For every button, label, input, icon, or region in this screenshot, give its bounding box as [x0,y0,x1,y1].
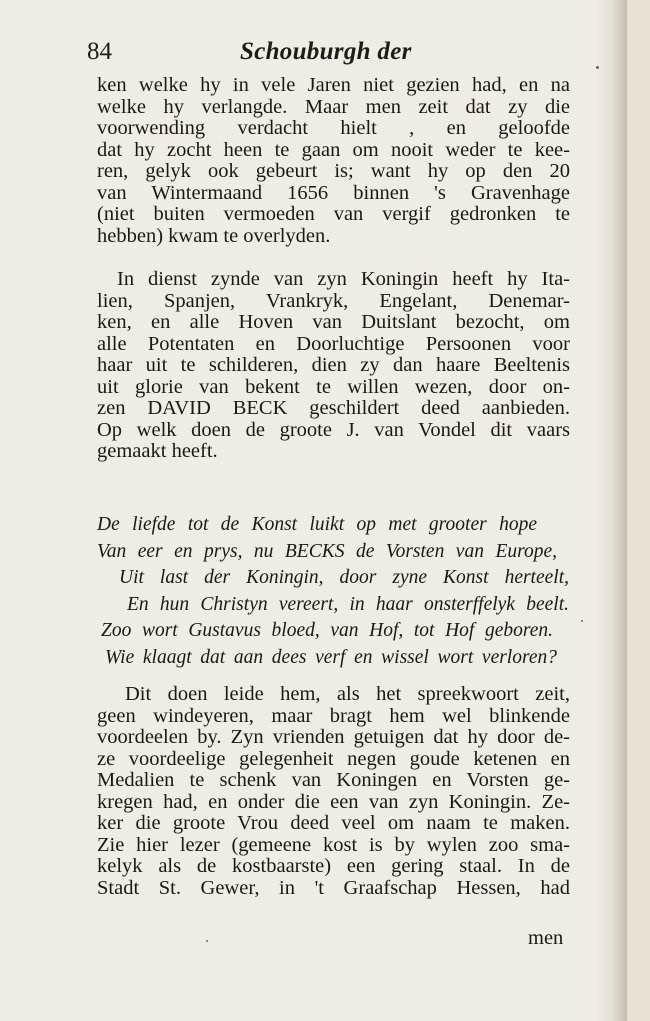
gutter-shadow [596,0,626,1021]
catchword: men [528,927,564,949]
text-line: Op welk doen de groote J. van Vondel dit vaars [97,419,570,441]
text-line: welke hy verlangde. Maar men zeit dat zy die [97,96,570,118]
running-title: Schouburgh der [240,38,412,65]
paragraph-2 [97,269,570,463]
adjacent-page-edge [626,0,650,1021]
text-line: dat hy zocht heen te gaan om nooit weder te kee- [97,139,570,161]
text-line: Medalien te schenk van Koningen en Vorsten ge- [97,770,570,791]
paper-speck [581,620,583,622]
text-line: ker die groote Vrou deed veel om naam te maken. [97,813,570,834]
text-line: haar uit te schilderen, dien zy dan haare Beeltenis [97,355,570,376]
text-line: voordeelen by. Zyn vrienden getuigen dat hy door de- [97,727,570,748]
text-line: ze voordeelige gelegenheit negen goude ketenen en [97,748,570,770]
text-line: van Wintermaand 1656 binnen 's Gravenhage [97,182,570,204]
text-line: (niet buiten vermoeden van vergif gedronken te [97,204,570,225]
text-line: ren, gelyk ook gebeurt is; want hy op den 20 [97,161,570,182]
text-line: kelyk als de kostbaarste) een gering staal. In de [97,856,570,877]
text-line: voorwending verdacht hielt , en geloofde [97,118,570,139]
paper-speck [596,66,599,69]
text-line: Dit doen leide hem, als het spreekwoort zeit, [125,684,570,705]
text-line: alle Potentaten en Doorluchtige Persoonen voor [97,333,570,355]
poem-line: Uit last der Koningin, door zyne Konst herteelt, [119,567,569,588]
paragraph-1 [97,75,570,247]
page-number: 84 [87,38,112,65]
text-line: hebben) kwam te overlyden. [97,225,331,247]
text-line: kregen had, en onder die een van zyn Koningin. Ze- [97,791,570,813]
text-line: uit glorie van bekent te willen wezen, door on- [97,376,570,398]
paper-speck [206,940,208,942]
text-line: Stadt St. Gewer, in 't Graafschap Hessen, had [97,877,570,899]
text-line: ken welke hy in vele Jaren niet gezien had, en na [97,75,570,96]
poem-line: Zoo wort Gustavus bloed, van Hof, tot Hof geboren. [101,620,553,641]
text-line: geen windeyeren, maar bragt hem wel blinkende [97,705,570,727]
text-line: lien, Spanjen, Vrankryk, Engelant, Denemar- [97,290,570,312]
text-line: ken, en alle Hoven van Duitslant bezocht, om [97,312,570,333]
running-head [0,38,600,68]
poem-line: De liefde tot de Konst luikt op met grooter hope [97,514,537,535]
text-line: In dienst zynde van zyn Koningin heeft hy Ita- [117,269,570,290]
poem-line: En hun Christyn vereert, in haar onsterffelyk beelt. [127,593,569,615]
text-line: Zie hier lezer (gemeene kost is by wylen zoo sma- [97,834,570,856]
text-line: gemaakt heeft. [97,441,218,462]
poem-line: Van eer en prys, nu BECKS de Vorsten van Europe, [97,540,557,562]
text-line: zen DAVID BECK geschildert deed aanbieden. [97,398,570,419]
paragraph-3 [97,684,570,899]
poem-line: Wie klaagt dat aan dees verf en wissel wort verloren? [105,646,557,668]
vondel-poem [97,512,569,671]
